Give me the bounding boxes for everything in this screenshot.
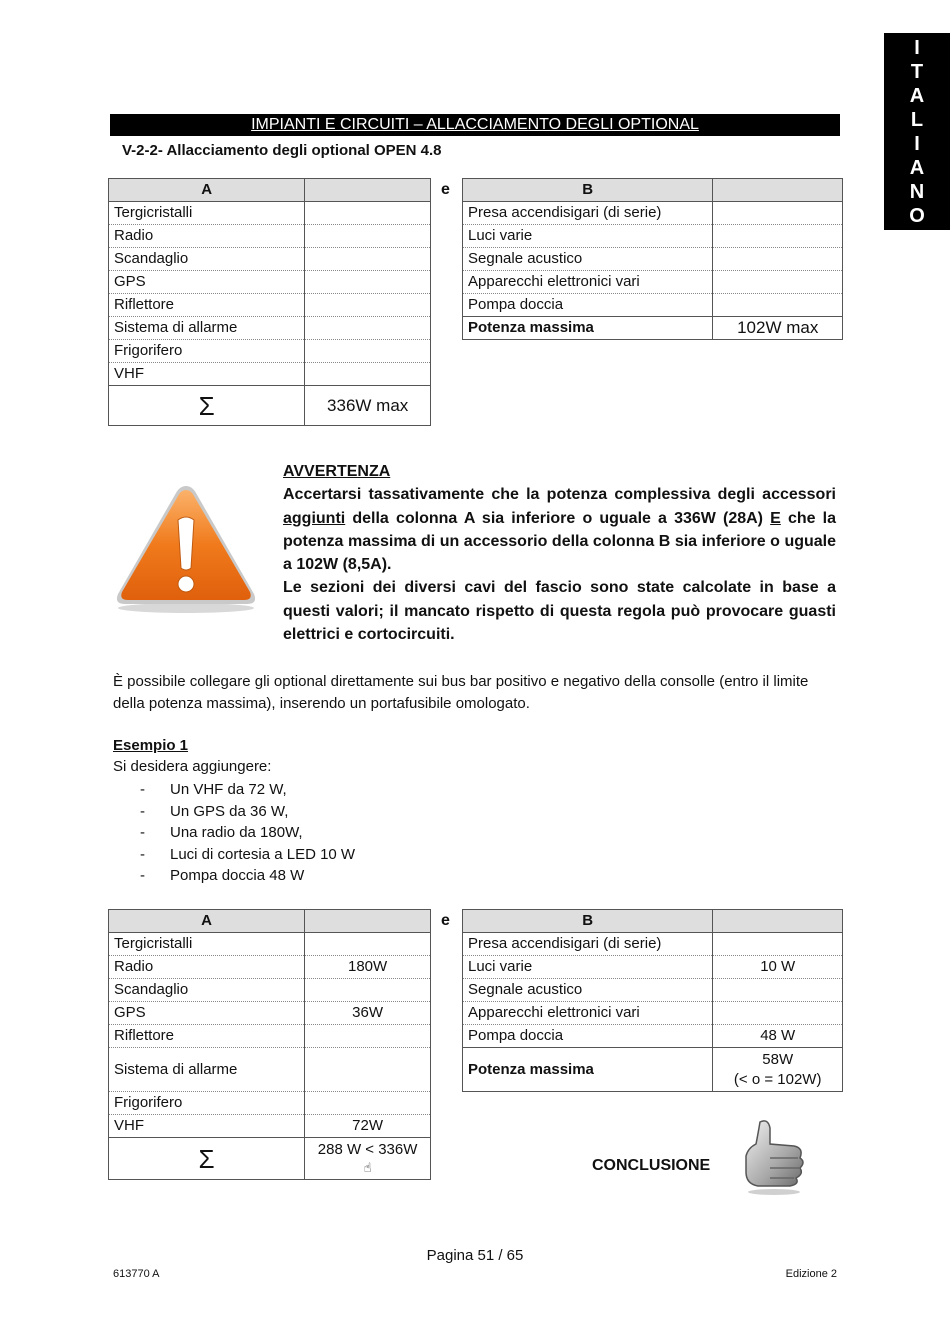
table-row-value <box>713 294 843 317</box>
language-tab-letter: O <box>909 204 925 227</box>
table-header-empty <box>305 910 431 933</box>
table-row-label: Pompa doccia <box>463 1025 713 1048</box>
language-tab-letter: A <box>909 156 925 179</box>
column-separator: e <box>441 912 450 929</box>
table-row-label: Sistema di allarme <box>109 317 305 340</box>
table-row-value: 36W <box>305 1002 431 1025</box>
table-row-value <box>713 933 843 956</box>
example-list <box>140 779 355 887</box>
warning-paragraph-1 <box>283 483 836 576</box>
table-header-b: B <box>463 910 713 933</box>
table-row-label: VHF <box>109 363 305 386</box>
table-row-label: Radio <box>109 956 305 979</box>
list-item: - Un GPS da 36 W, <box>140 801 355 823</box>
warning-text: della colonna A sia inferiore o uguale a 336W (28A) <box>352 509 764 527</box>
table-header-a: A <box>109 910 305 933</box>
table-row-label: Sistema di allarme <box>109 1048 305 1092</box>
table-header-a: A <box>109 179 305 202</box>
table-row-value <box>305 248 431 271</box>
table-row-value <box>305 294 431 317</box>
table-row-value <box>713 248 843 271</box>
warning-paragraph-2: Le sezioni dei diversi cavi del fascio sono state calcolate in base a questi valori; il mancato rispetto di questa regola può provocare guasti elettrici e cortocircuiti. <box>283 579 836 644</box>
max-power-value: 58W <box>762 1050 794 1068</box>
warning-emphasis: aggiunti <box>283 509 346 527</box>
warning-title: AVVERTENZA <box>283 463 391 480</box>
table-row-label: Frigorifero <box>109 1092 305 1115</box>
language-tab-letter: T <box>910 60 924 83</box>
section-title: IMPIANTI E CIRCUITI – ALLACCIAMENTO DEGLI OPTIONAL <box>110 114 840 136</box>
table-row-value: 10 W <box>713 956 843 979</box>
table-row-label: Apparecchi elettronici vari <box>463 271 713 294</box>
table-row-value: 72W <box>305 1115 431 1138</box>
list-item: - Un VHF da 72 W, <box>140 779 355 801</box>
section-subtitle: V-2-2- Allacciamento degli optional OPEN 4.8 <box>122 142 442 159</box>
max-power-label: Potenza massima <box>463 1048 713 1092</box>
document-code: 613770 A <box>113 1268 160 1280</box>
table-row-value <box>305 1025 431 1048</box>
table-row-value <box>305 340 431 363</box>
table-row-value <box>305 979 431 1002</box>
table-row-label: Frigorifero <box>109 340 305 363</box>
warning-triangle-icon <box>112 480 260 614</box>
table-row-label: Apparecchi elettronici vari <box>463 1002 713 1025</box>
table-row-value <box>305 225 431 248</box>
table-column-a <box>108 178 431 426</box>
language-tab-letter: A <box>909 84 925 107</box>
example-table-column-b <box>462 909 843 1092</box>
table-row-value <box>713 1002 843 1025</box>
table-row-label: Tergicristalli <box>109 933 305 956</box>
table-row-label: Segnale acustico <box>463 979 713 1002</box>
table-row-label: VHF <box>109 1115 305 1138</box>
table-column-b <box>462 178 843 340</box>
warning-emphasis: E <box>770 509 781 527</box>
table-row-label: Riflettore <box>109 1025 305 1048</box>
sum-symbol: Σ <box>109 386 305 426</box>
table-row-value <box>305 271 431 294</box>
sum-symbol: Σ <box>109 1138 305 1180</box>
example-title: Esempio 1 <box>113 737 189 754</box>
table-row-label: Luci varie <box>463 225 713 248</box>
body-paragraph: È possibile collegare gli optional direttamente sui bus bar positivo e negativo della consolle (entro il limite della potenza massima), inserendo un portafusibile omologato. <box>113 673 809 712</box>
conclusion-label: CONCLUSIONE <box>592 1157 711 1174</box>
language-tab-letter: I <box>914 36 920 59</box>
column-separator: e <box>441 181 450 198</box>
language-tab-letter: N <box>909 180 925 203</box>
table-row-label: Scandaglio <box>109 248 305 271</box>
table-row-label: Pompa doccia <box>463 294 713 317</box>
table-row-label: Scandaglio <box>109 979 305 1002</box>
edition-label: Edizione 2 <box>785 1268 837 1280</box>
table-header-b: B <box>463 179 713 202</box>
list-item: - Luci di cortesia a LED 10 W <box>140 844 355 866</box>
table-row-label: Tergicristalli <box>109 202 305 225</box>
example-table-column-a <box>108 909 431 1180</box>
thumbs-up-icon <box>736 1118 808 1196</box>
table-row-value <box>305 1092 431 1115</box>
max-power-note: (< o = 102W) <box>733 1070 822 1088</box>
table-row-value <box>305 933 431 956</box>
language-tab <box>884 33 950 230</box>
sum-value: 336W max <box>305 386 431 426</box>
table-row-value <box>305 1048 431 1092</box>
language-tab-letter: I <box>914 132 920 155</box>
table-row-value <box>713 225 843 248</box>
table-row-label: Presa accendisigari (di serie) <box>463 933 713 956</box>
table-row-value <box>713 979 843 1002</box>
table-row-label: GPS <box>109 1002 305 1025</box>
pointing-hand-icon: ☝ <box>363 1159 372 1175</box>
table-row-value <box>305 363 431 386</box>
table-row-value: 48 W <box>713 1025 843 1048</box>
warning-text: che la potenza massima di un accessorio della colonna B sia inferiore o uguale a 102W (8,5A). <box>283 509 837 574</box>
example-intro: Si desidera aggiungere: <box>113 758 272 775</box>
warning-text: Accertarsi tassativamente che la potenza complessiva degli accessori <box>283 486 836 504</box>
table-header-empty <box>713 179 843 202</box>
table-row-value <box>305 202 431 225</box>
page-number: Pagina 51 / 65 <box>426 1247 524 1264</box>
table-row-label: Riflettore <box>109 294 305 317</box>
table-header-empty <box>305 179 431 202</box>
list-item: - Una radio da 180W, <box>140 822 355 844</box>
sum-value: 288 W < 336W <box>317 1140 418 1158</box>
max-power-cell <box>713 1048 843 1092</box>
table-header-empty <box>713 910 843 933</box>
table-row-value <box>713 202 843 225</box>
max-power-label: Potenza massima <box>463 317 713 340</box>
warning-block <box>283 460 836 646</box>
table-row-label: Presa accendisigari (di serie) <box>463 202 713 225</box>
table-row-value <box>305 317 431 340</box>
list-item: - Pompa doccia 48 W <box>140 865 355 887</box>
table-row-value: 180W <box>305 956 431 979</box>
table-row-label: GPS <box>109 271 305 294</box>
table-row-label: Luci varie <box>463 956 713 979</box>
table-row-label: Radio <box>109 225 305 248</box>
max-power-value: 102W max <box>713 317 843 340</box>
table-row-value <box>713 271 843 294</box>
table-row-label: Segnale acustico <box>463 248 713 271</box>
language-tab-letter: L <box>910 108 924 131</box>
sum-value-cell <box>305 1138 431 1180</box>
